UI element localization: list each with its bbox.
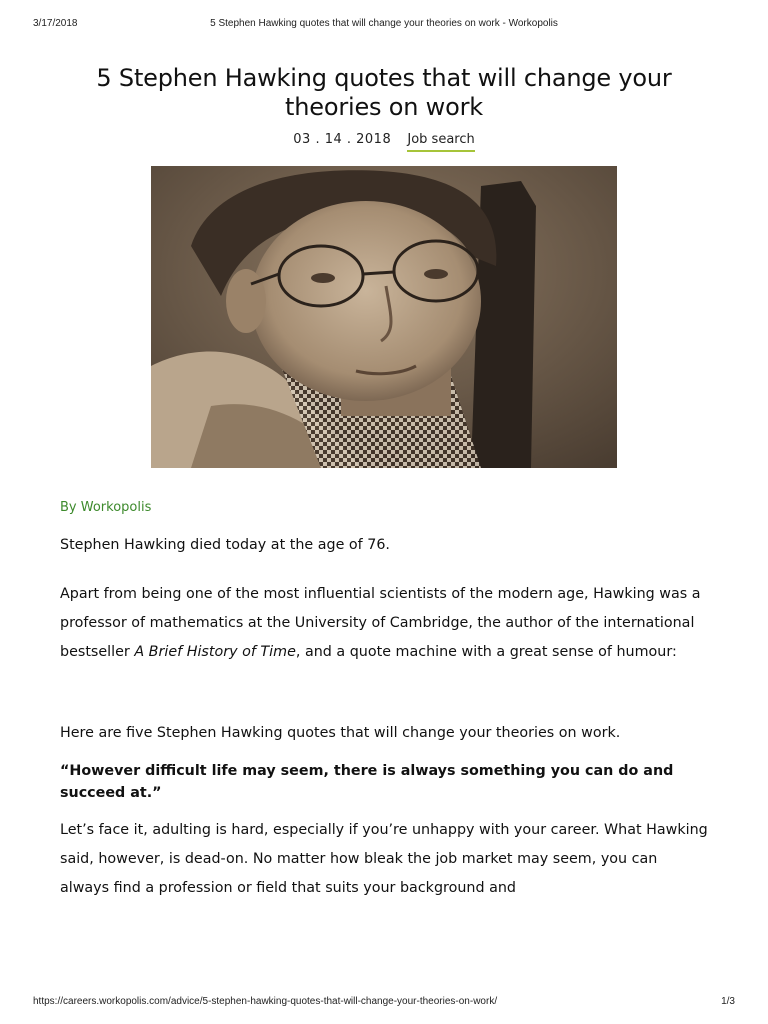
portrait-image — [151, 166, 617, 468]
print-header — [0, 0, 768, 40]
article-meta — [60, 132, 708, 152]
author-byline[interactable]: By Workopolis — [60, 500, 152, 515]
intro-text-end: , and a quote machine with a great sense of humour: — [295, 644, 677, 660]
print-doc-title: 5 Stephen Hawking quotes that will change your theories on work - Workopolis — [210, 18, 558, 29]
print-url: https://careers.workopolis.com/advice/5-stephen-hawking-quotes-that-will-change-your-theories-on-work/ — [33, 996, 498, 1007]
page-number: 1/3 — [721, 996, 735, 1007]
hero-photo — [151, 166, 617, 468]
article-headline: 5 Stephen Hawking quotes that will change your theories on work — [96, 64, 672, 121]
article — [60, 64, 708, 903]
print-date: 3/17/2018 — [33, 18, 78, 29]
paragraph-death: Stephen Hawking died today at the age of 76. — [60, 537, 390, 553]
category-link[interactable]: Job search — [407, 132, 474, 152]
print-footer — [0, 990, 768, 1024]
paragraph-adulting: Let’s face it, adulting is hard, especially if you’re unhappy with your career. What Hawking said, however, is dead-on. No matter how bleak the job market may seem, you can always find a profession or field that suits your background and — [60, 822, 708, 896]
article-date: 03 . 14 . 2018 — [293, 132, 392, 147]
paragraph-intro — [60, 580, 708, 667]
book-title: A Brief History of Time — [134, 644, 296, 660]
paragraph-lead-in: Here are five Stephen Hawking quotes that will change your theories on work. — [60, 725, 621, 741]
intro-text-start: Apart from being one of the most influential scientists of the modern age, Hawking was a professor of mathematics at the University of Cambridge, the author of the international bestseller — [60, 586, 701, 660]
quote-heading: “However difficult life may seem, there is always something you can do and succeed at.” — [60, 763, 674, 801]
